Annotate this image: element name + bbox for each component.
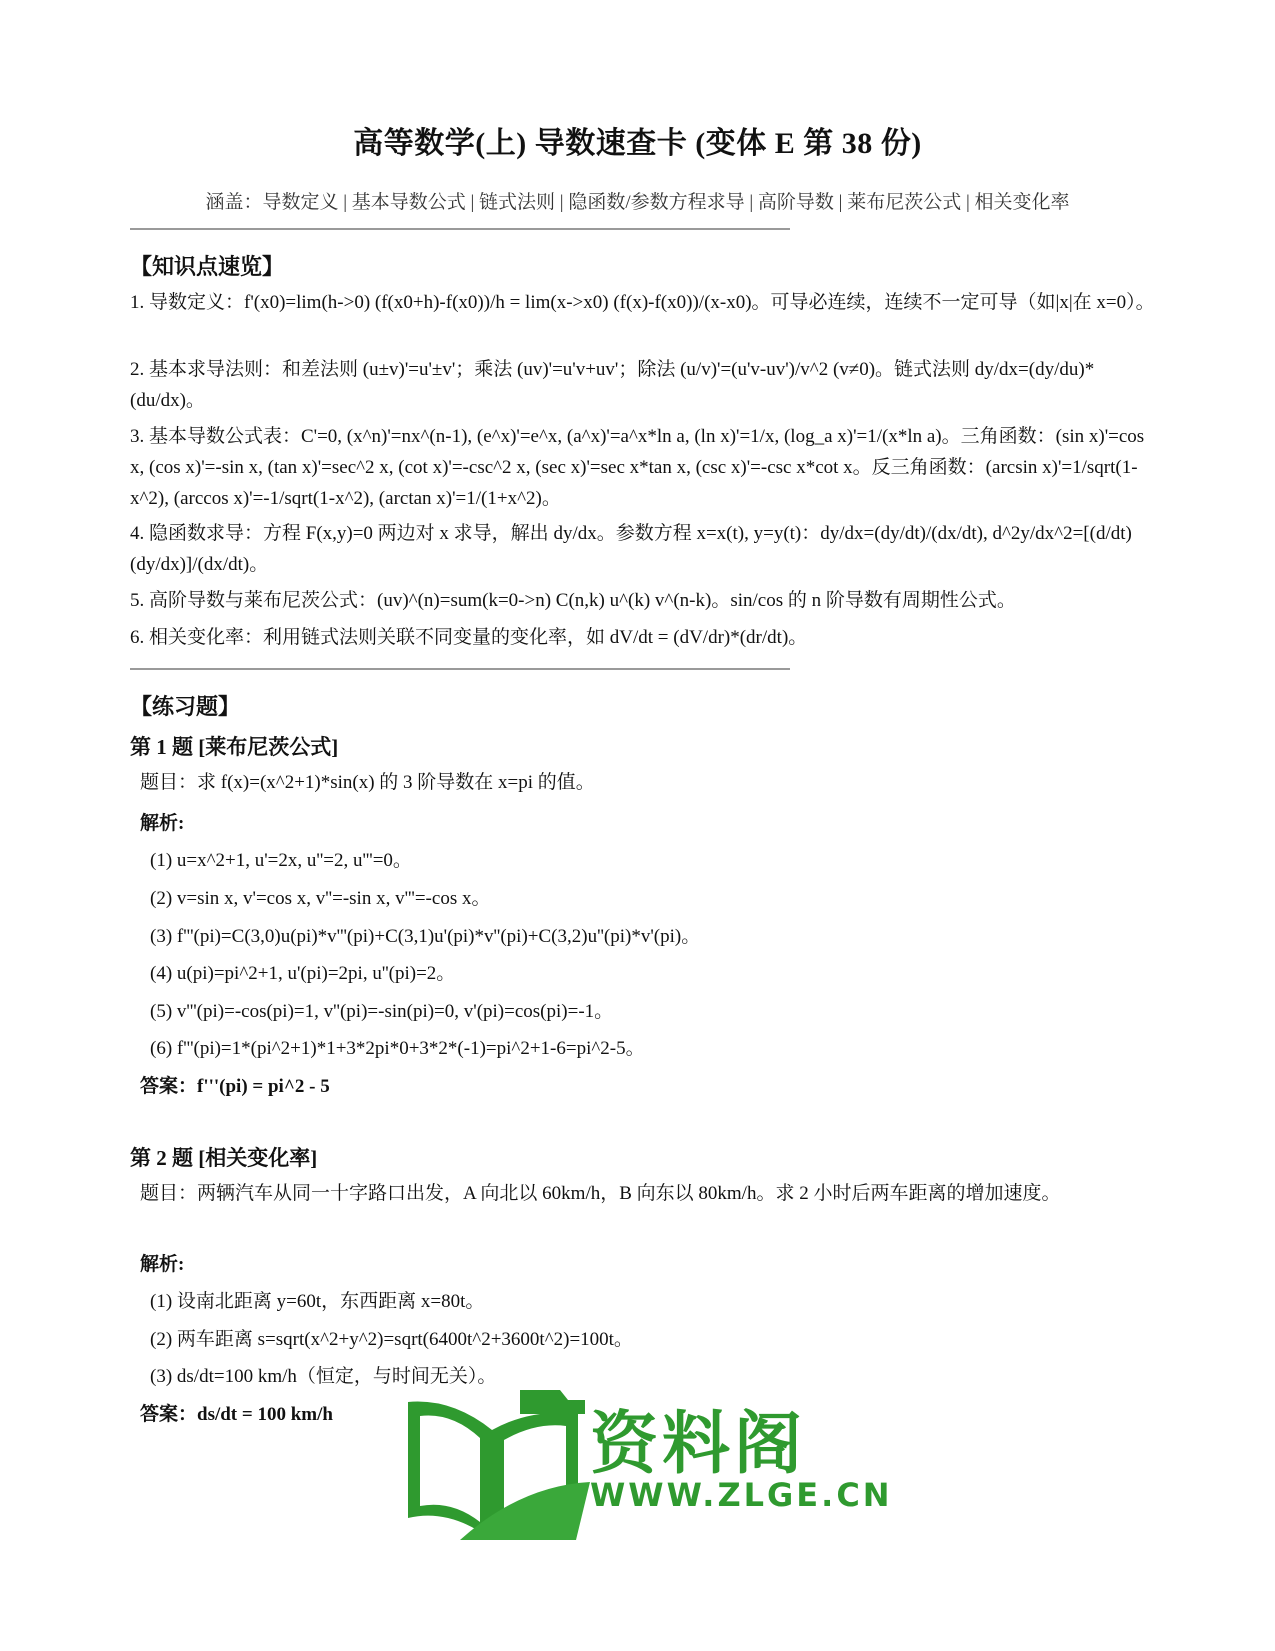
question-heading: 第 1 题 [莱布尼茨公式] — [130, 735, 339, 759]
knowledge-item: 5. 高阶导数与莱布尼茨公式：(uv)^(n)=sum(k=0->n) C(n,k) u^(k) v^(n-k)。sin/cos 的 n 阶导数有周期性公式。 — [130, 590, 1016, 611]
question-heading: 第 2 题 [相关变化率] — [130, 1146, 318, 1170]
watermark-url: WWW.ZLGE.CN — [590, 1476, 893, 1514]
page-subtitle: 涵盖：导数定义 | 基本导数公式 | 链式法则 | 隐函数/参数方程求导 | 高阶导数 | 莱布尼茨公式 | 相关变化率 — [205, 192, 1070, 213]
knowledge-item: 6. 相关变化率：利用链式法则关联不同变量的变化率，如 dV/dt = (dV/dr)*(dr/dt)。 — [130, 627, 808, 648]
answer: 答案：ds/dt = 100 km/h — [140, 1404, 333, 1425]
divider — [130, 668, 790, 670]
solution-step: (3) ds/dt=100 km/h（恒定，与时间无关）。 — [150, 1366, 497, 1387]
solution-step: (2) v=sin x, v'=cos x, v''=-sin x, v'''=-cos x。 — [150, 888, 491, 909]
knowledge-item: 3. 基本导数公式表：C'=0, (x^n)'=nx^(n-1), (e^x)'=e^x, (a^x)'=a^x*ln a, (ln x)'=1/x, (log_a x)'=1/(x*ln a)。三角函数：(sin x)'=cos x, (cos x)'=-sin x, (tan x)'=sec^2 x, (cot x)'=-csc^2 x, (sec x)'=sec x*tan x, (csc x)'=-csc x*cot x。反三角函数：(arcsin x)'=1/sqrt(1-x^2), (arccos x)'=-1/sqrt(1-x^2), (arctan x)'=1/(1+x^2)。 — [130, 426, 1145, 509]
knowledge-item: 2. 基本求导法则：和差法则 (u±v)'=u'±v'；乘法 (uv)'=u'v+uv'；除法 (u/v)'=(u'v-uv')/v^2 (v≠0)。链式法则 dy/dx=(dy/du)*(du/dx)。 — [130, 359, 1095, 411]
solution-step: (6) f'''(pi)=1*(pi^2+1)*1+3*2pi*0+3*2*(-1)=pi^2+1-6=pi^2-5。 — [150, 1038, 645, 1059]
solution-step: (1) 设南北距离 y=60t，东西距离 x=80t。 — [150, 1291, 485, 1312]
solution-step: (3) f'''(pi)=C(3,0)u(pi)*v'''(pi)+C(3,1)u'(pi)*v''(pi)+C(3,2)u''(pi)*v'(pi)。 — [150, 926, 701, 947]
section-heading-knowledge: 【知识点速览】 — [130, 254, 285, 279]
section-heading-practice: 【练习题】 — [130, 694, 241, 719]
knowledge-item: 4. 隐函数求导：方程 F(x,y)=0 两边对 x 求导，解出 dy/dx。参数方程 x=x(t), y=y(t)：dy/dx=(dy/dt)/(dx/dt), d^2y/dx^2=[(d/dt)(dy/dx)]/(dx/dt)。 — [130, 523, 1132, 575]
solution-step: (5) v'''(pi)=-cos(pi)=1, v''(pi)=-sin(pi)=0, v'(pi)=cos(pi)=-1。 — [150, 1001, 614, 1022]
watermark-name: 资料阁 — [590, 1405, 807, 1484]
solution-step: (1) u=x^2+1, u'=2x, u''=2, u'''=0。 — [150, 850, 412, 871]
solution-step: (4) u(pi)=pi^2+1, u'(pi)=2pi, u''(pi)=2。 — [150, 963, 456, 984]
question-text: 题目：求 f(x)=(x^2+1)*sin(x) 的 3 阶导数在 x=pi 的值。 — [140, 772, 595, 793]
page-title: 高等数学(上) 导数速查卡 (变体 E 第 38 份) — [353, 127, 922, 160]
answer: 答案：f'''(pi) = pi^2 - 5 — [140, 1076, 330, 1097]
solution-label: 解析: — [140, 813, 185, 834]
divider — [130, 228, 790, 230]
solution-label: 解析: — [140, 1254, 185, 1275]
solution-step: (2) 两车距离 s=sqrt(x^2+y^2)=sqrt(6400t^2+3600t^2)=100t。 — [150, 1329, 633, 1350]
question-text: 题目：两辆汽车从同一十字路口出发，A 向北以 60km/h，B 向东以 80km/h。求 2 小时后两车距离的增加速度。 — [140, 1183, 1061, 1204]
knowledge-item: 1. 导数定义：f'(x0)=lim(h->0) (f(x0+h)-f(x0))/h = lim(x->x0) (f(x)-f(x0))/(x-x0)。可导必连续，连续不一定可导（如|x|在 x=0）。 — [130, 292, 1155, 313]
